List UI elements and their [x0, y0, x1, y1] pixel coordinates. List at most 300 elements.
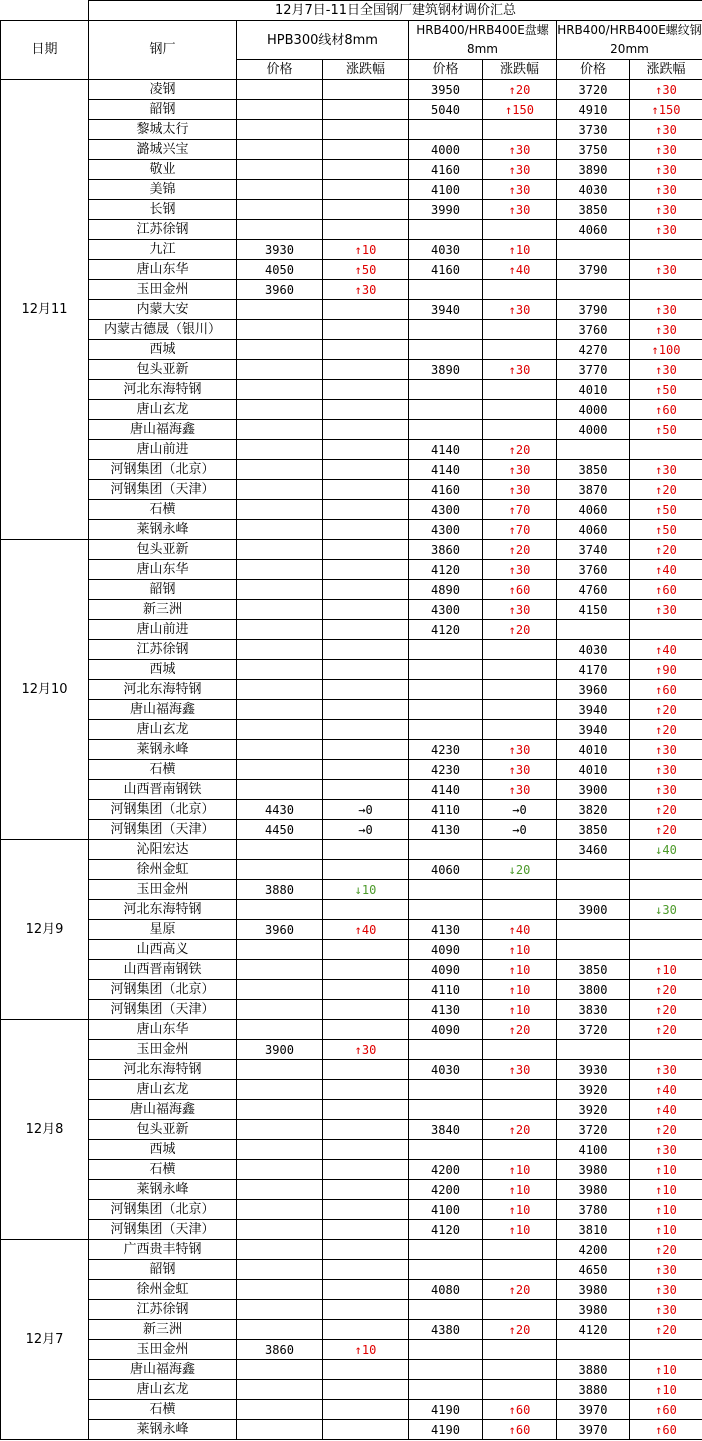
table-row	[1, 800, 702, 820]
coil-price: 4190	[409, 1400, 483, 1420]
rebar-change: ↑10	[630, 1360, 702, 1380]
coil-price: 4890	[409, 580, 483, 600]
hpb-price	[237, 540, 323, 560]
coil-price: 4030	[409, 1060, 483, 1080]
rebar-change: ↓40	[630, 840, 702, 860]
mill-name: 玉田金州	[89, 880, 237, 900]
table-row	[1, 1340, 702, 1360]
table-row	[1, 1100, 702, 1120]
rebar-change: ↑30	[630, 1300, 702, 1320]
coil-price: 4110	[409, 980, 483, 1000]
table-row	[1, 1140, 702, 1160]
coil-change: ↑20	[483, 1320, 557, 1340]
hpb-change	[323, 940, 409, 960]
hpb-change	[323, 980, 409, 1000]
hpb-price	[237, 660, 323, 680]
coil-price	[409, 840, 483, 860]
hpb-price	[237, 380, 323, 400]
coil-change: ↑30	[483, 140, 557, 160]
table-row	[1, 1360, 702, 1380]
rebar-change: ↑50	[630, 380, 702, 400]
rebar-change: ↑60	[630, 400, 702, 420]
hpb-change	[323, 340, 409, 360]
rebar-change: ↑20	[630, 700, 702, 720]
coil-change	[483, 1300, 557, 1320]
coil-change: ↑20	[483, 1020, 557, 1040]
hpb-change: →0	[323, 800, 409, 820]
coil-change: ↑40	[483, 260, 557, 280]
rebar-price: 4000	[557, 400, 630, 420]
table-row	[1, 480, 702, 500]
rebar-price: 3970	[557, 1400, 630, 1420]
coil-price	[409, 1240, 483, 1260]
mill-name: 莱钢永峰	[89, 1420, 237, 1440]
coil-price	[409, 1080, 483, 1100]
rebar-change: ↑40	[630, 640, 702, 660]
rebar-price	[557, 1040, 630, 1060]
table-row	[1, 840, 702, 860]
coil-change: ↑10	[483, 940, 557, 960]
rebar-change	[630, 240, 702, 260]
coil-change: ↑10	[483, 1000, 557, 1020]
hpb-price	[237, 300, 323, 320]
rebar-price: 4060	[557, 520, 630, 540]
coil-change	[483, 420, 557, 440]
rebar-change: ↑50	[630, 520, 702, 540]
table-row	[1, 1060, 702, 1080]
rebar-price: 3880	[557, 1360, 630, 1380]
coil-price: 4200	[409, 1180, 483, 1200]
rebar-price: 3900	[557, 900, 630, 920]
date-cell: 12月8	[1, 1020, 89, 1240]
hpb-price	[237, 100, 323, 120]
coil-change	[483, 1040, 557, 1060]
hpb-change	[323, 480, 409, 500]
rebar-price: 3830	[557, 1000, 630, 1020]
hpb-change	[323, 100, 409, 120]
coil-price: 4110	[409, 800, 483, 820]
rebar-change: ↑30	[630, 1260, 702, 1280]
coil-price	[409, 400, 483, 420]
coil-change: ↑40	[483, 920, 557, 940]
rebar-price: 3790	[557, 260, 630, 280]
table-row	[1, 740, 702, 760]
coil-price: 4160	[409, 480, 483, 500]
rebar-change	[630, 620, 702, 640]
mill-name: 新三洲	[89, 600, 237, 620]
coil-change	[483, 340, 557, 360]
hpb-price	[237, 1220, 323, 1240]
mill-name: 唐山东华	[89, 1020, 237, 1040]
rebar-price: 3970	[557, 1420, 630, 1440]
coil-price: 4120	[409, 620, 483, 640]
mill-name: 唐山福海鑫	[89, 1360, 237, 1380]
mill-name: 包头亚新	[89, 540, 237, 560]
hpb-change	[323, 900, 409, 920]
mill-name: 江苏徐钢	[89, 220, 237, 240]
mill-name: 河北东海特钢	[89, 380, 237, 400]
rebar-change	[630, 940, 702, 960]
rebar-change: ↑10	[630, 960, 702, 980]
rebar-price: 3810	[557, 1220, 630, 1240]
hpb-price	[237, 120, 323, 140]
coil-price: 4140	[409, 440, 483, 460]
rebar-change: ↑30	[630, 300, 702, 320]
mill-name: 河钢集团（北京）	[89, 1200, 237, 1220]
hpb-price	[237, 1300, 323, 1320]
rebar-change: ↑20	[630, 980, 702, 1000]
coil-change	[483, 680, 557, 700]
hpb-change: ↑50	[323, 260, 409, 280]
coil-price: 3860	[409, 540, 483, 560]
title-row	[1, 1, 702, 21]
hpb-price	[237, 1060, 323, 1080]
mill-name: 石横	[89, 760, 237, 780]
coil-price	[409, 680, 483, 700]
rebar-change: ↑30	[630, 780, 702, 800]
mill-name: 西城	[89, 1140, 237, 1160]
rebar-change: ↑60	[630, 580, 702, 600]
hpb-change	[323, 700, 409, 720]
coil-price	[409, 1040, 483, 1060]
table-row	[1, 640, 702, 660]
mill-name: 山西高义	[89, 940, 237, 960]
coil-price: 4300	[409, 520, 483, 540]
hpb-change	[323, 1180, 409, 1200]
rebar-price: 3870	[557, 480, 630, 500]
rebar-price: 3980	[557, 1300, 630, 1320]
rebar-price: 4120	[557, 1320, 630, 1340]
coil-price: 4130	[409, 920, 483, 940]
rebar-change: ↑30	[630, 220, 702, 240]
table-row	[1, 780, 702, 800]
coil-change: ↓20	[483, 860, 557, 880]
mill-name: 唐山前进	[89, 620, 237, 640]
hpb-price	[237, 1120, 323, 1140]
hpb-change	[323, 160, 409, 180]
table-row	[1, 300, 702, 320]
hpb-price	[237, 1360, 323, 1380]
coil-change: ↑30	[483, 160, 557, 180]
rebar-change	[630, 1340, 702, 1360]
coil-change: ↑10	[483, 1220, 557, 1240]
hpb-change	[323, 300, 409, 320]
hpb-price	[237, 1180, 323, 1200]
mill-name: 河北东海特钢	[89, 680, 237, 700]
hpb-price	[237, 840, 323, 860]
rebar-change-header: 涨跌幅	[630, 60, 702, 80]
rebar-price: 3750	[557, 140, 630, 160]
hpb-price: 3900	[237, 1040, 323, 1060]
table-row	[1, 620, 702, 640]
rebar-price	[557, 440, 630, 460]
mill-name: 玉田金州	[89, 1340, 237, 1360]
rebar-change: ↑30	[630, 1280, 702, 1300]
rebar-price: 3790	[557, 300, 630, 320]
coil-price: 4000	[409, 140, 483, 160]
mill-name: 河北东海特钢	[89, 900, 237, 920]
rebar-change: ↑60	[630, 680, 702, 700]
table-row	[1, 1240, 702, 1260]
hpb-change	[323, 440, 409, 460]
coil-change	[483, 1080, 557, 1100]
hpb-change	[323, 1200, 409, 1220]
hpb-change: ↑40	[323, 920, 409, 940]
coil-price: 4230	[409, 740, 483, 760]
rebar-change: ↑40	[630, 1080, 702, 1100]
coil-change: ↑30	[483, 600, 557, 620]
rebar-change: ↑30	[630, 260, 702, 280]
rebar-change: ↑20	[630, 720, 702, 740]
hpb-change: →0	[323, 820, 409, 840]
coil-change: ↑10	[483, 1160, 557, 1180]
coil-price: 4190	[409, 1420, 483, 1440]
coil-price: 4090	[409, 960, 483, 980]
hpb-change	[323, 840, 409, 860]
coil-change: ↑30	[483, 480, 557, 500]
hpb-change: ↑30	[323, 1040, 409, 1060]
rebar-price: 3800	[557, 980, 630, 1000]
rebar-price: 4270	[557, 340, 630, 360]
table-row	[1, 360, 702, 380]
hpb-change	[323, 660, 409, 680]
table-row	[1, 1040, 702, 1060]
table-row	[1, 920, 702, 940]
mill-name: 河钢集团（北京）	[89, 980, 237, 1000]
mill-name: 唐山东华	[89, 260, 237, 280]
hpb-change	[323, 580, 409, 600]
hpb-change	[323, 1260, 409, 1280]
rebar-change: ↑30	[630, 200, 702, 220]
coil-change	[483, 400, 557, 420]
coil-change: →0	[483, 800, 557, 820]
coil-change	[483, 640, 557, 660]
rebar-price: 4760	[557, 580, 630, 600]
rebar-price: 3720	[557, 1020, 630, 1040]
coil-price	[409, 1260, 483, 1280]
mill-name: 广西贵丰特钢	[89, 1240, 237, 1260]
coil-price: 4060	[409, 860, 483, 880]
table-row	[1, 700, 702, 720]
rebar-price: 3940	[557, 700, 630, 720]
coil-price	[409, 120, 483, 140]
mill-name: 江苏徐钢	[89, 1300, 237, 1320]
coil-change: ↑20	[483, 540, 557, 560]
hpb-price	[237, 1380, 323, 1400]
coil-price	[409, 420, 483, 440]
rebar-change: ↑20	[630, 1240, 702, 1260]
table-row	[1, 720, 702, 740]
mill-name: 莱钢永峰	[89, 1180, 237, 1200]
coil-change	[483, 840, 557, 860]
mill-name: 唐山玄龙	[89, 1380, 237, 1400]
mill-name: 河钢集团（天津）	[89, 1000, 237, 1020]
mill-name: 河钢集团（天津）	[89, 820, 237, 840]
mill-name: 内蒙大安	[89, 300, 237, 320]
table-row	[1, 940, 702, 960]
coil-price: 4300	[409, 600, 483, 620]
coil-change: ↑10	[483, 240, 557, 260]
hpb-change	[323, 520, 409, 540]
mill-name: 长钢	[89, 200, 237, 220]
hpb-change	[323, 220, 409, 240]
rebar-price: 4030	[557, 640, 630, 660]
rebar-price: 3920	[557, 1100, 630, 1120]
table-row	[1, 1180, 702, 1200]
rebar-change	[630, 440, 702, 460]
hpb-price: 4430	[237, 800, 323, 820]
coil-price: 4380	[409, 1320, 483, 1340]
date-cell: 12月9	[1, 840, 89, 1020]
mill-name: 莱钢永峰	[89, 740, 237, 760]
mill-name: 河北东海特钢	[89, 1060, 237, 1080]
rebar-price: 3920	[557, 1080, 630, 1100]
coil-price: 4200	[409, 1160, 483, 1180]
hpb-price	[237, 1200, 323, 1220]
table-row	[1, 180, 702, 200]
coil-change: ↑150	[483, 100, 557, 120]
coil-price: 4030	[409, 240, 483, 260]
table-row	[1, 1160, 702, 1180]
table-row	[1, 900, 702, 920]
table-title: 12月7日-11日全国钢厂建筑钢材调价汇总	[89, 1, 702, 21]
rebar-price: 3960	[557, 680, 630, 700]
coil-price: 4120	[409, 560, 483, 580]
rebar-price: 4650	[557, 1260, 630, 1280]
rebar-price	[557, 1340, 630, 1360]
hpb-change	[323, 420, 409, 440]
rebar-price: 3770	[557, 360, 630, 380]
rebar-price: 4000	[557, 420, 630, 440]
hpb-price	[237, 320, 323, 340]
coil-price	[409, 380, 483, 400]
hpb-change	[323, 1140, 409, 1160]
table-row	[1, 680, 702, 700]
mill-name: 唐山玄龙	[89, 1080, 237, 1100]
mill-name: 河钢集团（天津）	[89, 480, 237, 500]
coil-change: ↑20	[483, 1280, 557, 1300]
rebar-change: ↑20	[630, 820, 702, 840]
rebar-change: ↑50	[630, 420, 702, 440]
mill-name: 韶钢	[89, 1260, 237, 1280]
coil-price: 4130	[409, 820, 483, 840]
rebar-change: ↑20	[630, 1020, 702, 1040]
hpb-price: 4050	[237, 260, 323, 280]
table-row	[1, 960, 702, 980]
coil-change	[483, 380, 557, 400]
mill-name: 内蒙古德晟（银川）	[89, 320, 237, 340]
mill-name: 西城	[89, 340, 237, 360]
table-row	[1, 1200, 702, 1220]
coil-change: ↑20	[483, 620, 557, 640]
rebar-price: 4200	[557, 1240, 630, 1260]
rebar-change: ↑30	[630, 80, 702, 100]
hrb-rebar-header: HRB400/HRB400E螺纹钢20mm	[557, 21, 702, 60]
hpb-price	[237, 640, 323, 660]
mill-name: 玉田金州	[89, 1040, 237, 1060]
coil-change: ↑30	[483, 560, 557, 580]
table-row	[1, 380, 702, 400]
table-row	[1, 600, 702, 620]
hpb-change	[323, 680, 409, 700]
table-row	[1, 460, 702, 480]
hpb-change: ↑30	[323, 280, 409, 300]
table-row	[1, 1300, 702, 1320]
hpb-price	[237, 360, 323, 380]
table-row	[1, 260, 702, 280]
coil-change: ↑70	[483, 500, 557, 520]
rebar-price: 3760	[557, 320, 630, 340]
coil-price: 3940	[409, 300, 483, 320]
rebar-change: ↑30	[630, 460, 702, 480]
table-row	[1, 280, 702, 300]
coil-change: ↑30	[483, 780, 557, 800]
coil-price	[409, 1300, 483, 1320]
coil-price: 4090	[409, 1020, 483, 1040]
rebar-price: 4010	[557, 740, 630, 760]
hpb-change	[323, 760, 409, 780]
rebar-price: 4150	[557, 600, 630, 620]
rebar-price: 4030	[557, 180, 630, 200]
hpb-change	[323, 1000, 409, 1020]
rebar-price: 3890	[557, 160, 630, 180]
coil-price: 4300	[409, 500, 483, 520]
hpb-change	[323, 120, 409, 140]
hpb-change	[323, 500, 409, 520]
rebar-price: 3820	[557, 800, 630, 820]
mill-name: 玉田金州	[89, 280, 237, 300]
date-header: 日期	[1, 21, 89, 80]
hpb-change	[323, 140, 409, 160]
mill-name: 黎城太行	[89, 120, 237, 140]
rebar-change: ↑40	[630, 1100, 702, 1120]
mill-name: 河钢集团（北京）	[89, 460, 237, 480]
coil-change: ↑30	[483, 360, 557, 380]
rebar-change	[630, 860, 702, 880]
hpb-price	[237, 780, 323, 800]
coil-price: 4230	[409, 760, 483, 780]
hpb-price	[237, 580, 323, 600]
coil-change	[483, 220, 557, 240]
table-row	[1, 560, 702, 580]
hpb-change	[323, 360, 409, 380]
mill-name: 河钢集团（北京）	[89, 800, 237, 820]
rebar-change: ↑30	[630, 1140, 702, 1160]
rebar-change: ↑100	[630, 340, 702, 360]
coil-change: ↑60	[483, 580, 557, 600]
table-row	[1, 1420, 702, 1440]
hpb-change	[323, 1220, 409, 1240]
rebar-change: ↑10	[630, 1200, 702, 1220]
hpb-change	[323, 780, 409, 800]
hpb-change	[323, 1280, 409, 1300]
rebar-change: ↑150	[630, 100, 702, 120]
rebar-price-header: 价格	[557, 60, 630, 80]
rebar-change	[630, 1040, 702, 1060]
hpb-price	[237, 420, 323, 440]
hpb-header: HPB300线材8mm	[237, 21, 409, 60]
hpb-change	[323, 1360, 409, 1380]
rebar-price: 3850	[557, 460, 630, 480]
table-row	[1, 660, 702, 680]
hpb-change	[323, 720, 409, 740]
coil-price: 3950	[409, 80, 483, 100]
rebar-change: ↑30	[630, 140, 702, 160]
hpb-price	[237, 980, 323, 1000]
coil-price: 3840	[409, 1120, 483, 1140]
hpb-change	[323, 960, 409, 980]
hpb-change	[323, 1320, 409, 1340]
